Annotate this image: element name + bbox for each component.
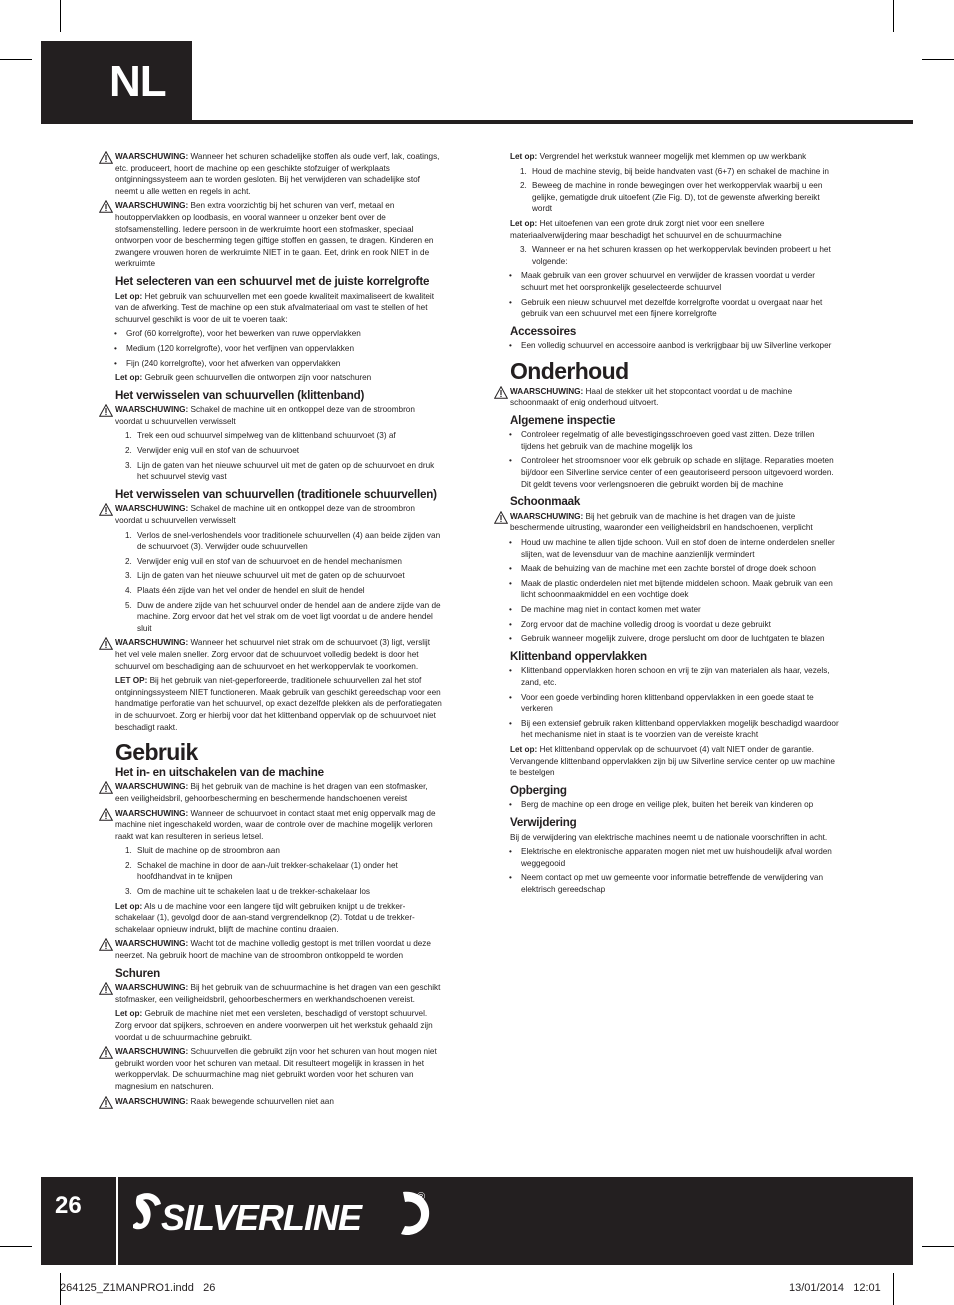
bullet-list xyxy=(99,328,442,369)
warning-label: WAARSCHUWING: xyxy=(115,782,189,792)
list-item: • Neem contact op met uw gemeente voor informatie betreffende de verwijdering van elektrisch gereedschap xyxy=(494,872,840,895)
note-text: Gebruik geen schuurvellen die ontworpen zijn voor natschuren xyxy=(142,373,372,383)
warning-text: Schuurvellen die gebruikt zijn voor het schuren van hout mogen niet gebruikt worden voor het schuren van metaal. Dit resulteert mogelijk in krassen in het werkoppervlak. De schuurmachine mag niet gebruikt worden voor het schuren van magnesium en natschuren. xyxy=(115,1047,437,1091)
numbered-list xyxy=(494,166,840,215)
note-paragraph xyxy=(99,675,442,733)
list-item: • Maak de plastic onderdelen niet met bijtende middelen schoon. Maak gebruik van een licht schoonmaakmiddel en een vochtige doek xyxy=(494,578,840,601)
list-item: 3. Lijn de gaten van het nieuwe schuurvel uit met de gaten op de schuurvoet xyxy=(125,571,405,581)
list-item: • Maak gebruik van een grover schuurvel en verwijder de krassen voordat u verder schuurt met het oorspronkelijk geselecteerde schuurvel xyxy=(494,270,840,293)
note-paragraph xyxy=(99,291,442,326)
list-item: 2. Schakel de machine in door de aan-/uit trekker-schakelaar (1) onder het hoofdhandvat in te knijpen xyxy=(125,860,398,882)
list-item: • Een volledig schuurvel en accessoire aanbod is verkrijgbaar bij uw Silverline verkoper xyxy=(494,340,840,352)
crop-mark xyxy=(922,59,954,60)
section-heading: Algemene inspectie xyxy=(510,413,616,427)
body-paragraph: Bij de verwijdering van elektrische machines neemt u de nationale voorschriften in acht. xyxy=(510,832,828,842)
warning-block xyxy=(99,982,442,1005)
bullet-list xyxy=(494,799,840,811)
warning-label: WAARSCHUWING: xyxy=(115,808,189,818)
crop-mark xyxy=(893,0,894,32)
warning-block xyxy=(99,404,442,427)
list-item: • De machine mag niet in contact komen met water xyxy=(494,604,840,616)
numbered-list xyxy=(99,845,442,897)
note-text: Gebruik de machine niet met een versleten, beschadigd of verstopt schuurvel. Zorg ervoor dat spijkers, schroeven en andere voorwerpen uit het werkstuk gehaald zijn voordat u de schuurmachine gebruikt. xyxy=(115,1009,433,1042)
warning-icon xyxy=(99,200,113,213)
list-item: • Berg de machine op een droge en veilige plek, buiten het bereik van kinderen op xyxy=(494,799,840,811)
list-item: • Fijn (240 korrelgrofte), voor het afwerken van oppervlakken xyxy=(99,358,442,370)
note-paragraph xyxy=(99,372,442,384)
chapter-heading: Gebruik xyxy=(115,739,198,766)
section-heading: Opberging xyxy=(510,783,567,797)
right-column xyxy=(494,151,840,898)
warning-text: Raak bewegende schuurvellen niet aan xyxy=(188,1096,334,1106)
list-item: • Bij een extensief gebruik raken klittenband oppervlakken mogelijk beschadigd waardoor het mechanisme niet in staat is te voorzien van de vereiste kracht xyxy=(494,718,840,741)
list-item: 2. Verwijder enig vuil en stof van de schuurvoet en de hendel mechanismen xyxy=(125,556,402,566)
file-slug: 264125_Z1MANPRO1.indd 26 xyxy=(60,1282,216,1294)
crop-mark xyxy=(0,59,32,60)
warning-text: Wanneer het schuren schadelijke stoffen als oude verf, lak, coatings, etc. produceert, hoort de machine op een geschikte stofzuiger of werkplaats ontginningssysteem aan te worden gesloten. Bij het verwijderen van schadelijke stof neemt u alle wetten en regels in acht. xyxy=(115,152,440,196)
warning-block xyxy=(99,808,442,843)
note-label: Let op: xyxy=(115,1009,143,1019)
warning-text: Bij het gebruik van de machine is het dragen van een stofmasker, een veiligheidsbril, gehoorbescherming en beschermende handschoenen vereist xyxy=(115,782,428,803)
brand-wordmark: SILVERLINE xyxy=(161,1197,362,1238)
left-column xyxy=(99,151,442,1110)
crop-mark xyxy=(893,1273,894,1305)
crop-mark xyxy=(60,0,61,32)
list-item: • Controleer regelmatig of alle bevestigingsschroeven goed vast zitten. Deze trillen tijdens het gebruik van de machine mogelijk los xyxy=(494,429,840,452)
bullet-list xyxy=(494,270,840,319)
note-label: Let op: xyxy=(115,901,143,911)
warning-block xyxy=(494,386,840,409)
note-text: Het gebruik van schuurvellen met een goede kwaliteit maximaliseert de kwaliteit van de afwerking. Test de machine op een stuk afvalmateriaal om vast te stellen of het schuurvel geschikt is voor de uit te voeren taak: xyxy=(115,291,435,324)
list-item: • Gebruik een nieuw schuurvel met dezelfde korrelgrofte voordat u overgaat naar het gebruik van een schuurvel met een fijnere korrelgrofte xyxy=(494,297,840,320)
warning-label: WAARSCHUWING: xyxy=(115,405,189,415)
warning-icon xyxy=(99,808,113,821)
warning-block xyxy=(99,781,442,804)
note-label: Let op: xyxy=(510,218,538,228)
list-item: 3. Wanneer er na het schuren krassen op het werkoppervlak bevinden probeert u het volgende: xyxy=(520,245,831,266)
list-item: • Gebruik wanneer mogelijk zuivere, droge perslucht om door de luchtgaten te blazen xyxy=(494,633,840,645)
list-item: 1. Sluit de machine op de stroombron aan xyxy=(125,846,280,856)
warning-icon xyxy=(99,637,113,650)
warning-text: Haal de stekker uit het stopcontact voordat u de machine schoonmaakt of enig onderhoud uitvoert. xyxy=(510,386,793,408)
section-heading: Schuren xyxy=(115,966,160,980)
note-label: Let op: xyxy=(510,152,538,161)
warning-block xyxy=(99,637,442,672)
warning-text: Wanneer het schuurvel niet strak om de schuurvoet (3) ligt, verslijt het vel vele malen sneller. Zorg ervoor dat de schuurvoet volledig bedekt is door het schuurvel om beschadiging aan de schuurvoet en het werkoppervlak te voorkomen. xyxy=(115,638,431,671)
warning-label: WAARSCHUWING: xyxy=(510,386,584,396)
crop-mark xyxy=(0,1246,32,1247)
note-text: Het uitoefenen van een grote druk zorgt niet voor een snellere materiaalverwijdering maar beschadigt het schuurvel en de schuurmachine xyxy=(510,218,782,240)
note-text: Als u de machine voor een langere tijd wilt gebruiken knijpt u de trekker-schakelaar (1), gevolgd door de aan-stand vergrendelknop (2). Totdat u de trekker-schakelaar opnieuw indrukt, blijft de machine continu draaien. xyxy=(115,901,415,934)
section-heading: Het in- en uitschakelen van de machine xyxy=(115,765,324,779)
list-item: 2. Verwijder enig vuil en stof van de schuurvoet xyxy=(125,446,300,456)
note-paragraph xyxy=(99,901,442,936)
note-label: Let op: xyxy=(510,744,538,754)
warning-icon xyxy=(99,781,113,794)
warning-label: WAARSCHUWING: xyxy=(115,152,189,161)
note-label: LET OP: xyxy=(115,676,148,686)
list-item: • Voor een goede verbinding horen klittenband oppervlakken in een goede staat te verkeren xyxy=(494,692,840,715)
note-paragraph xyxy=(494,151,840,163)
list-item: 4. Plaats één zijde van het vel onder de hendel en sluit de hendel xyxy=(125,586,365,595)
warning-label: WAARSCHUWING: xyxy=(115,983,189,993)
warning-label: WAARSCHUWING: xyxy=(115,1096,189,1106)
bullet-list xyxy=(494,846,840,895)
list-item: 3. Om de machine uit te schakelen laat u de trekker-schakelaar los xyxy=(125,887,371,897)
section-heading: Accessoires xyxy=(510,324,577,338)
warning-text: Schakel de machine uit en ontkoppel deze van de stroombron voordat u schuurvellen verwisselt xyxy=(115,504,415,526)
bullet-list xyxy=(494,429,840,490)
page-number: 26 xyxy=(55,1192,82,1219)
note-label: Let op: xyxy=(115,291,143,301)
list-item: 5. Duw de andere zijde van het schuurvel onder de hendel aan de andere zijde van de machine. Zorg ervoor dat het vel strak om de voet ligt voordat u de andere hendel sluit xyxy=(125,600,441,633)
list-item: • Medium (120 korrelgrofte), voor het verfijnen van oppervlakken xyxy=(99,343,442,355)
note-text: Vergrendel het werkstuk wanneer mogelijk met klemmen op uw werkbank xyxy=(537,152,807,161)
silverline-logo xyxy=(133,1186,433,1246)
section-heading: Het verwisselen van schuurvellen (traditionele schuurvellen) xyxy=(115,487,437,501)
print-date: 13/01/2014 12:01 xyxy=(789,1282,881,1294)
warning-block xyxy=(99,938,442,961)
list-item: 1. Trek een oud schuurvel simpelweg van de klittenband schuurvoet (3) af xyxy=(125,431,396,441)
list-item: 1. Houd de machine stevig, bij beide handvaten vast (6+7) en schakel de machine in xyxy=(520,166,829,176)
warning-icon xyxy=(494,386,508,399)
warning-block xyxy=(494,511,840,534)
registered-mark: ® xyxy=(417,1191,426,1203)
list-item: 3. Lijn de gaten van het nieuwe schuurvel uit met de gaten op de schuurvoet en druk het schuurvel stevig vast xyxy=(125,460,435,482)
section-heading: Het verwisselen van schuurvellen (klittenband) xyxy=(115,388,365,402)
bullet-list xyxy=(494,537,840,645)
header-rule xyxy=(41,120,913,124)
numbered-list xyxy=(494,244,840,267)
warning-text: Wacht tot de machine volledig gestopt is met trillen voordat u deze neerzet. Na gebruik hoort de machine van de stroombron ontkoppeld te worden xyxy=(115,939,431,961)
note-label: Let op: xyxy=(115,373,143,383)
list-item: • Grof (60 korrelgrofte), voor het bewerken van ruwe oppervlakken xyxy=(99,328,442,340)
warning-block xyxy=(99,1096,442,1108)
section-heading: Verwijdering xyxy=(510,815,577,829)
warning-block xyxy=(99,200,442,270)
warning-text: Wanneer de schuurvoet in contact staat met enig oppervalk mag de machine niet ingeschakeld worden, waar de controle over de machine mogelijk verloren raakt wat kan resulteren in serieus letsel. xyxy=(115,808,436,841)
chapter-heading: Onderhoud xyxy=(510,357,629,384)
warning-icon xyxy=(99,1046,113,1059)
bullet-list xyxy=(494,340,840,352)
warning-label: WAARSCHUWING: xyxy=(115,939,189,949)
list-item: 2. Beweeg de machine in ronde bewegingen over het werkoppervlak waarbij u een gelijke, gematigde druk uitoefent (Zie Fig. D), tot de gewenste afwerking bereikt wordt xyxy=(520,181,823,214)
section-heading: Schoonmaak xyxy=(510,495,581,509)
warning-block xyxy=(99,503,442,526)
warning-icon xyxy=(99,1096,113,1109)
warning-block xyxy=(99,1046,442,1092)
warning-text: Bij het gebruik van de schuurmachine is het dragen van een geschikt stofmasker, een veiligheidsbril, gehoorbeschermers en werkhandschoenen vereist. xyxy=(115,983,441,1004)
warning-icon xyxy=(99,982,113,995)
list-item: • Maak de behuizing van de machine met een zachte borstel of droge doek schoon xyxy=(494,563,840,575)
list-item: 1. Verlos de snel-verloshendels voor traditionele schuurvellen (4) aan beide zijden van de schuurvoet (3). Verwijder oude schuurvellen xyxy=(125,530,441,552)
warning-label: WAARSCHUWING: xyxy=(510,511,584,521)
warning-icon xyxy=(99,503,113,516)
list-item: • Zorg ervoor dat de machine volledig droog is voordat u deze gebruikt xyxy=(494,619,840,631)
warning-block xyxy=(99,151,442,197)
list-item: • Elektrische en elektronische apparaten mogen niet met uw huishoudelijk afval worden weggegooid xyxy=(494,846,840,869)
warning-icon xyxy=(494,511,508,524)
list-item: • Houd uw machine te allen tijde schoon. Vuil en stof doen de interne onderdelen sneller slijten, wat de levensduur van de machine aanzienlijk vermindert xyxy=(494,537,840,560)
warning-icon xyxy=(99,404,113,417)
list-item: • Klittenband oppervlakken horen schoon en vrij te zijn van materialen als haar, vezels, zand, etc. xyxy=(494,665,840,688)
warning-text: Schakel de machine uit en ontkoppel deze van de stroombron voordat u schuurvellen verwisselt xyxy=(115,405,415,426)
note-paragraph xyxy=(494,218,840,241)
bullet-list xyxy=(494,665,840,741)
note-paragraph xyxy=(494,744,840,779)
warning-label: WAARSCHUWING: xyxy=(115,1047,189,1057)
warning-text: Ben extra voorzichtig bij het schuren van verf, metaal en houtoppervlakken op loodbasis, en vooral wanneer u onzeker bent over de stofsamenstelling. Iedere persoon in de werkruimte hoort een stofmasker, speciaal ontworpen voor de bescherming tegen giftige stoffen en gassen, te dragen. Kinderen en zwangere vrouwen horen de werkruimte NIET in te gaan. Eet, drink en rook NIET in de werkruimte xyxy=(115,201,434,269)
crop-mark xyxy=(922,1246,954,1247)
numbered-list xyxy=(99,530,442,635)
note-text: Bij het gebruik van niet-geperforeerde, traditionele schuurvellen zal het stof ontginningssysteem NIET functioneren. Maak gebruik van geschikt gereedschap voor een handmatige perforatie van het schuurvel, op exact dezelfde plekken als de perforatiegaten in de schuurvoet. Zorg er hierbij voor dat het klittenband oppervlak op de schuurvoet niet beschadigt raakt. xyxy=(115,676,442,732)
list-item: • Controleer het stroomsnoer voor elk gebruik op schade en slijtage. Reparaties moeten bij/door een Silverline service center of een geautoriseerd persoon uitgevoerd worden. Dit geldt tevens voor verlengsnoeren die gebruikt worden bij de machine xyxy=(494,455,840,490)
note-paragraph xyxy=(99,1008,442,1043)
warning-icon xyxy=(99,938,113,951)
language-tab xyxy=(41,41,192,123)
section-heading: Klittenband oppervlakken xyxy=(510,649,647,663)
warning-icon xyxy=(99,151,113,164)
footer-divider xyxy=(116,1177,118,1265)
note-text: Het klittenband oppervlak op de schuurvoet (4) valt NIET onder de garantie. Vervangende klittenband oppervlakken zijn bij uw Silverline service center op uw machine te bestelgen xyxy=(510,744,835,778)
warning-text: Bij het gebruik van de machine is het dragen van de juiste beschermende uitrusting, waaronder een veiligheidsbril en handschoenen, verplicht xyxy=(510,511,813,533)
warning-label: WAARSCHUWING: xyxy=(115,201,189,211)
numbered-list xyxy=(99,430,442,482)
warning-label: WAARSCHUWING: xyxy=(115,504,189,514)
language-code: NL xyxy=(109,57,166,106)
warning-label: WAARSCHUWING: xyxy=(115,638,189,648)
section-heading: Het selecteren van een schuurvel met de juiste korrelgrofte xyxy=(115,274,430,288)
